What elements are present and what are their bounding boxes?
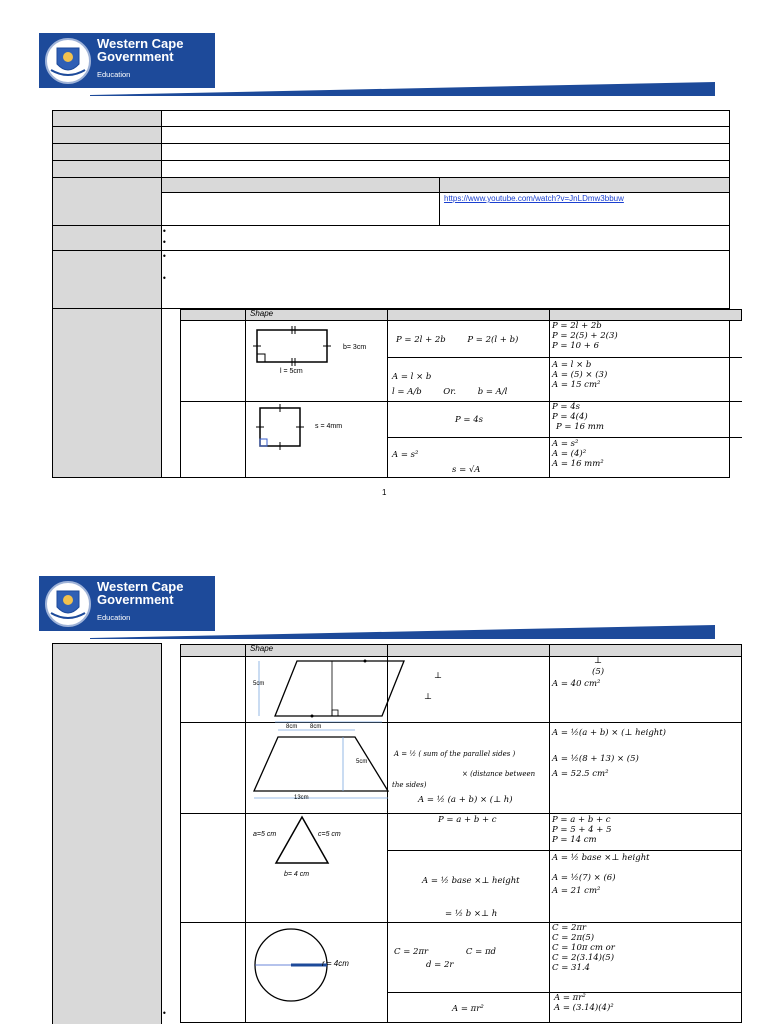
square-perimeter-formula: P = 4s [455,415,484,425]
circle-circ-formula-2: d = 2r [426,960,454,970]
logo-block [39,576,215,631]
trapezium-formula-words-2: × (distance between [462,770,536,778]
rectangle-diagram [252,322,332,372]
work-line: A = ½(8 + 13) × (5) [552,754,639,764]
trapezium-formula-words-1: A = ½ ( sum of the parallel sides ) [394,750,516,758]
square-area-work [552,439,604,469]
work-line: P = 10 + 6 [552,341,599,351]
header-band [90,82,715,98]
page-number: 1 [382,488,387,497]
work-line: C = 10π cm or [552,943,615,953]
circle-label-r: r = 4cm [322,959,349,968]
triangle-label-c: c=5 cm [318,831,341,838]
trapezium-formula-short: A = ½ (a + b) × (⊥ h) [418,795,513,805]
work-line: A = ½ base ×⊥ height [552,853,650,863]
work-line: A = 16 mm² [552,459,604,469]
work-line: C = 2πr [552,923,587,933]
shape-column-header: Shape [250,644,274,653]
square-diagram [255,404,305,452]
triangle-area-work [552,853,650,896]
triangle-area-formula-2: = ½ b ×⊥ h [445,909,498,919]
work-line: P = 4(4) [552,412,588,422]
trapezium-label-h: 5cm [356,759,368,765]
work-line: A = 15 cm² [552,380,601,390]
parallelogram-work-3: A = 40 cm² [552,679,601,689]
trapezium-work [552,728,666,779]
bullet: • [162,227,167,236]
work-line: P = 4s [552,402,581,412]
circle-area-formula: A = πr² [452,1004,484,1014]
parallelogram-diagram [247,658,407,733]
org-name-line2: Government [97,592,174,607]
circle-circ-formula-1: C = 2πr C = πd [394,947,496,957]
work-line: A = 52.5 cm² [552,769,609,779]
parallelogram-label-b: 8cm [310,724,322,730]
square-label-s: s = 4mm [315,423,343,430]
rect-perimeter-formula: P = 2l + 2b P = 2(l + b) [396,335,519,345]
work-line: P = 16 mm [556,422,604,432]
work-line: A = l × b [552,360,592,370]
circle-circ-work [552,923,615,973]
bullet: • [162,252,167,261]
triangle-label-a: a=5 cm [253,831,277,838]
org-name-line1: Western Cape [97,36,184,51]
work-line: A = 21 cm² [552,886,601,896]
triangle-perimeter-formula: P = a + b + c [438,815,497,825]
info-table-page1 [52,110,730,478]
work-line: C = 2π(5) [552,933,595,943]
work-line: A = πr² [554,993,586,1003]
org-name-line2: Government [97,49,174,64]
circle-diagram [248,925,338,1015]
parallelogram-formula-1: ⊥ [434,671,442,681]
parallelogram-label-h: 5cm [253,681,265,687]
work-line: A = (5) × (3) [552,370,608,380]
square-perimeter-work [552,402,604,432]
parallelogram-work-2: (5) [592,667,605,677]
rect-area-work [552,360,607,390]
work-line: P = a + b + c [552,815,611,825]
crest-icon [45,581,91,627]
work-line: A = ½(a + b) × (⊥ height) [552,728,666,738]
bullet: • [162,1009,167,1018]
org-dept: Education [97,70,131,79]
shape-column-header: Shape [250,309,274,318]
trapezium-formula-words-3: the sides) [392,781,427,789]
work-line: P = 5 + 4 + 5 [552,825,612,835]
logo-block [39,33,215,88]
square-area-formula-2: s = √A [452,465,481,475]
bullet: • [162,238,167,247]
work-line: P = 14 cm [552,835,597,845]
trapezium-label-bottom: 13cm [294,795,309,801]
rect-label-b: b= 3cm [343,344,367,351]
triangle-diagram [274,815,334,867]
resource-link[interactable]: https://www.youtube.com/watch?v=JnLDmw3bbuw [444,194,624,203]
triangle-area-formula-1: A = ½ base ×⊥ height [422,876,520,886]
header-band [90,625,715,641]
rect-label-l: l = 5cm [280,368,303,375]
square-area-formula-1: A = s² [392,450,419,460]
work-line: A = s² [552,439,579,449]
rect-area-formula-2: l = A/b Or. b = A/l [392,387,508,397]
trapezium-label-top: 8cm [286,724,298,730]
work-line: A = (3.14)(4)² [554,1003,614,1013]
work-line: P = 2(5) + 2(3) [552,331,618,341]
org-name-line1: Western Cape [97,579,184,594]
rect-perimeter-work [552,321,618,351]
triangle-label-b: b= 4 cm [284,871,310,878]
work-line: C = 2(3.14)(5) [552,953,615,963]
triangle-perimeter-work [552,815,612,845]
trapezium-diagram [250,725,400,807]
bullet: • [162,274,167,283]
work-line: A = (4)² [552,449,587,459]
crest-icon [45,38,91,84]
org-dept: Education [97,613,131,622]
circle-area-work [554,993,614,1013]
work-line: P = 2l + 2b [552,321,602,331]
work-line: A = ½(7) × (6) [552,873,616,883]
info-table-page2 [52,643,742,1024]
parallelogram-work-1: ⊥ [594,656,602,666]
rect-area-formula-1: A = l × b [392,372,432,382]
work-line: C = 31.4 [552,963,590,973]
parallelogram-formula-2: ⊥ [424,692,432,702]
